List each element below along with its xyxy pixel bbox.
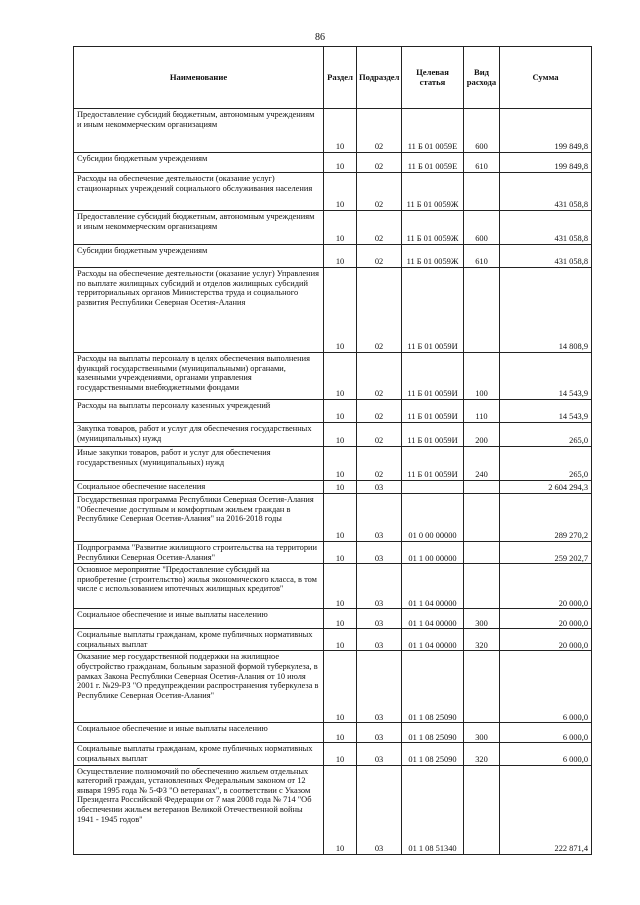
row-name: Подпрограмма "Развитие жилищного строительства на территории Республики Северная Осетия-Алания": [74, 542, 324, 564]
row-target: 01 1 04 00000: [402, 564, 464, 609]
row-section: 10: [324, 542, 357, 564]
row-expense-type: 600: [464, 109, 500, 153]
table-row: [74, 423, 592, 447]
row-subsection: 02: [357, 447, 402, 481]
row-expense-type: 200: [464, 423, 500, 447]
table-row: [74, 651, 592, 723]
row-section: 10: [324, 564, 357, 609]
row-expense-type: [464, 651, 500, 723]
table-row: [74, 609, 592, 629]
row-subsection: 03: [357, 765, 402, 854]
table-row: [74, 447, 592, 481]
row-sum: 20 000,0: [500, 629, 592, 651]
row-subsection: 02: [357, 211, 402, 245]
row-section: 10: [324, 743, 357, 765]
row-expense-type: 300: [464, 609, 500, 629]
table-row: [74, 173, 592, 211]
row-sum: 199 849,8: [500, 109, 592, 153]
row-subsection: 03: [357, 629, 402, 651]
row-section: 10: [324, 629, 357, 651]
row-section: 10: [324, 765, 357, 854]
row-sum: 20 000,0: [500, 564, 592, 609]
row-name: Субсидии бюджетным учреждениям: [74, 153, 324, 173]
row-sum: 14 808,9: [500, 268, 592, 353]
row-target: 11 Б 01 0059Ж: [402, 211, 464, 245]
row-expense-type: [464, 268, 500, 353]
row-subsection: 02: [357, 173, 402, 211]
header-subsection: Подраздел: [357, 47, 402, 109]
row-target: 11 Б 01 0059Ж: [402, 173, 464, 211]
table-row: [74, 542, 592, 564]
table-row: [74, 153, 592, 173]
row-subsection: 02: [357, 153, 402, 173]
row-subsection: 02: [357, 109, 402, 153]
row-section: 10: [324, 268, 357, 353]
row-expense-type: 320: [464, 629, 500, 651]
row-name: Государственная программа Республики Северная Осетия-Алания "Обеспечение доступным и комфортным жильем граждан в Республике Северная Осетия-Алания" на 2016-2018 годы: [74, 494, 324, 542]
table-row: [74, 723, 592, 743]
row-expense-type: [464, 173, 500, 211]
row-sum: 6 000,0: [500, 651, 592, 723]
row-section: 10: [324, 353, 357, 400]
row-target: 11 Б 01 0059Ж: [402, 245, 464, 268]
row-subsection: 03: [357, 494, 402, 542]
row-name: Предоставление субсидий бюджетным, автономным учреждениям и иным некоммерческим организациям: [74, 109, 324, 153]
row-sum: 20 000,0: [500, 609, 592, 629]
row-subsection: 03: [357, 542, 402, 564]
table-row: [74, 765, 592, 854]
row-target: 01 1 04 00000: [402, 629, 464, 651]
header-sum: Сумма: [500, 47, 592, 109]
row-name: Осуществление полномочий по обеспечению жильем отдельных категорий граждан, установленных Федеральным законом от 12 января 1995 года № 5-ФЗ "О ветеранах", в соответствии с Указом Президента Российской Федерации от 7 мая 2008 года № 714 "Об обеспечении жильем ветеранов Великой Отечественной войны 1941 - 1945 годов": [74, 765, 324, 854]
table-header-row: [74, 47, 592, 109]
row-expense-type: [464, 765, 500, 854]
budget-table: [73, 46, 592, 855]
row-section: 10: [324, 211, 357, 245]
row-subsection: 03: [357, 481, 402, 494]
table-row: [74, 629, 592, 651]
row-expense-type: [464, 481, 500, 494]
row-sum: 431 058,8: [500, 245, 592, 268]
table-row: [74, 353, 592, 400]
table-row: [74, 268, 592, 353]
row-target: 11 Б 01 0059Е: [402, 153, 464, 173]
row-section: 10: [324, 723, 357, 743]
row-subsection: 02: [357, 353, 402, 400]
row-target: 01 1 08 51340: [402, 765, 464, 854]
row-sum: 14 543,9: [500, 400, 592, 423]
row-expense-type: 320: [464, 743, 500, 765]
row-subsection: 03: [357, 651, 402, 723]
table-row: [74, 564, 592, 609]
row-target: 01 0 00 00000: [402, 494, 464, 542]
row-name: Расходы на выплаты персоналу в целях обеспечения выполнения функций государственными (муниципальными) органами, казенными учреждениями, органами управления государственными внебюджетными фондами: [74, 353, 324, 400]
row-name: Предоставление субсидий бюджетным, автономным учреждениям и иным некоммерческим организациям: [74, 211, 324, 245]
row-subsection: 03: [357, 723, 402, 743]
row-sum: 6 000,0: [500, 723, 592, 743]
header-expense-type: Вид расхода: [464, 47, 500, 109]
row-expense-type: [464, 542, 500, 564]
row-section: 10: [324, 609, 357, 629]
row-target: 11 Б 01 0059И: [402, 268, 464, 353]
table-row: [74, 109, 592, 153]
row-sum: 199 849,8: [500, 153, 592, 173]
row-subsection: 03: [357, 564, 402, 609]
row-name: Иные закупки товаров, работ и услуг для обеспечения государственных (муниципальных) нужд: [74, 447, 324, 481]
table-row: [74, 494, 592, 542]
row-target: 01 1 00 00000: [402, 542, 464, 564]
row-expense-type: [464, 494, 500, 542]
row-section: 10: [324, 173, 357, 211]
row-target: 01 1 08 25090: [402, 651, 464, 723]
row-expense-type: 610: [464, 153, 500, 173]
row-target: 01 1 04 00000: [402, 609, 464, 629]
table-row: [74, 245, 592, 268]
row-subsection: 02: [357, 268, 402, 353]
row-target: 11 Б 01 0059Е: [402, 109, 464, 153]
row-section: 10: [324, 109, 357, 153]
row-subsection: 02: [357, 245, 402, 268]
row-section: 10: [324, 481, 357, 494]
header-name: Наименование: [74, 47, 324, 109]
row-name: Социальное обеспечение и иные выплаты населению: [74, 609, 324, 629]
row-section: 10: [324, 245, 357, 268]
row-name: Социальное обеспечение и иные выплаты населению: [74, 723, 324, 743]
row-expense-type: 240: [464, 447, 500, 481]
row-target: 11 Б 01 0059И: [402, 400, 464, 423]
row-sum: 14 543,9: [500, 353, 592, 400]
row-section: 10: [324, 447, 357, 481]
row-name: Расходы на обеспечение деятельности (оказание услуг) Управления по выплате жилищных субсидий и отделов жилищных субсидий территориальных органов Министерства труда и социального развития Республики Северная Осетия-Алания: [74, 268, 324, 353]
row-section: 10: [324, 494, 357, 542]
row-sum: 2 604 294,3: [500, 481, 592, 494]
table-row: [74, 743, 592, 765]
row-name: Социальное обеспечение населения: [74, 481, 324, 494]
row-section: 10: [324, 153, 357, 173]
row-name: Субсидии бюджетным учреждениям: [74, 245, 324, 268]
row-name: Основное мероприятие "Предоставление субсидий на приобретение (строительство) жилья экономического класса, в том числе с использованием ипотечных жилищных кредитов": [74, 564, 324, 609]
row-sum: 222 871,4: [500, 765, 592, 854]
row-subsection: 03: [357, 743, 402, 765]
row-name: Социальные выплаты гражданам, кроме публичных нормативных социальных выплат: [74, 629, 324, 651]
row-expense-type: 300: [464, 723, 500, 743]
row-expense-type: 110: [464, 400, 500, 423]
row-subsection: 03: [357, 609, 402, 629]
row-expense-type: 600: [464, 211, 500, 245]
row-section: 10: [324, 400, 357, 423]
row-sum: 431 058,8: [500, 211, 592, 245]
row-target: 11 Б 01 0059И: [402, 423, 464, 447]
row-sum: 431 058,8: [500, 173, 592, 211]
header-target: Целевая статья: [402, 47, 464, 109]
row-target: [402, 481, 464, 494]
row-name: Оказание мер государственной поддержки на жилищное обустройство гражданам, больным заразной формой туберкулеза, в рамках Закона Республики Северная Осетия-Алания от 10 июля 2001 г. №29-РЗ "О предупреждении распространения туберкулеза в Республике Северная Осетия-Алания": [74, 651, 324, 723]
row-name: Закупка товаров, работ и услуг для обеспечения государственных (муниципальных) нужд: [74, 423, 324, 447]
row-sum: 259 202,7: [500, 542, 592, 564]
row-sum: 289 270,2: [500, 494, 592, 542]
row-subsection: 02: [357, 423, 402, 447]
row-target: 01 1 08 25090: [402, 743, 464, 765]
table-row: [74, 481, 592, 494]
row-section: 10: [324, 423, 357, 447]
row-sum: 265,0: [500, 423, 592, 447]
row-target: 11 Б 01 0059И: [402, 353, 464, 400]
row-expense-type: [464, 564, 500, 609]
row-name: Расходы на выплаты персоналу казенных учреждений: [74, 400, 324, 423]
row-sum: 6 000,0: [500, 743, 592, 765]
table-row: [74, 400, 592, 423]
table-row: [74, 211, 592, 245]
row-name: Расходы на обеспечение деятельности (оказание услуг) стационарных учреждений социального обслуживания населения: [74, 173, 324, 211]
row-expense-type: 610: [464, 245, 500, 268]
header-section: Раздел: [324, 47, 357, 109]
row-name: Социальные выплаты гражданам, кроме публичных нормативных социальных выплат: [74, 743, 324, 765]
row-sum: 265,0: [500, 447, 592, 481]
row-target: 11 Б 01 0059И: [402, 447, 464, 481]
row-expense-type: 100: [464, 353, 500, 400]
row-section: 10: [324, 651, 357, 723]
row-subsection: 02: [357, 400, 402, 423]
page-number: 86: [315, 32, 325, 43]
row-target: 01 1 08 25090: [402, 723, 464, 743]
